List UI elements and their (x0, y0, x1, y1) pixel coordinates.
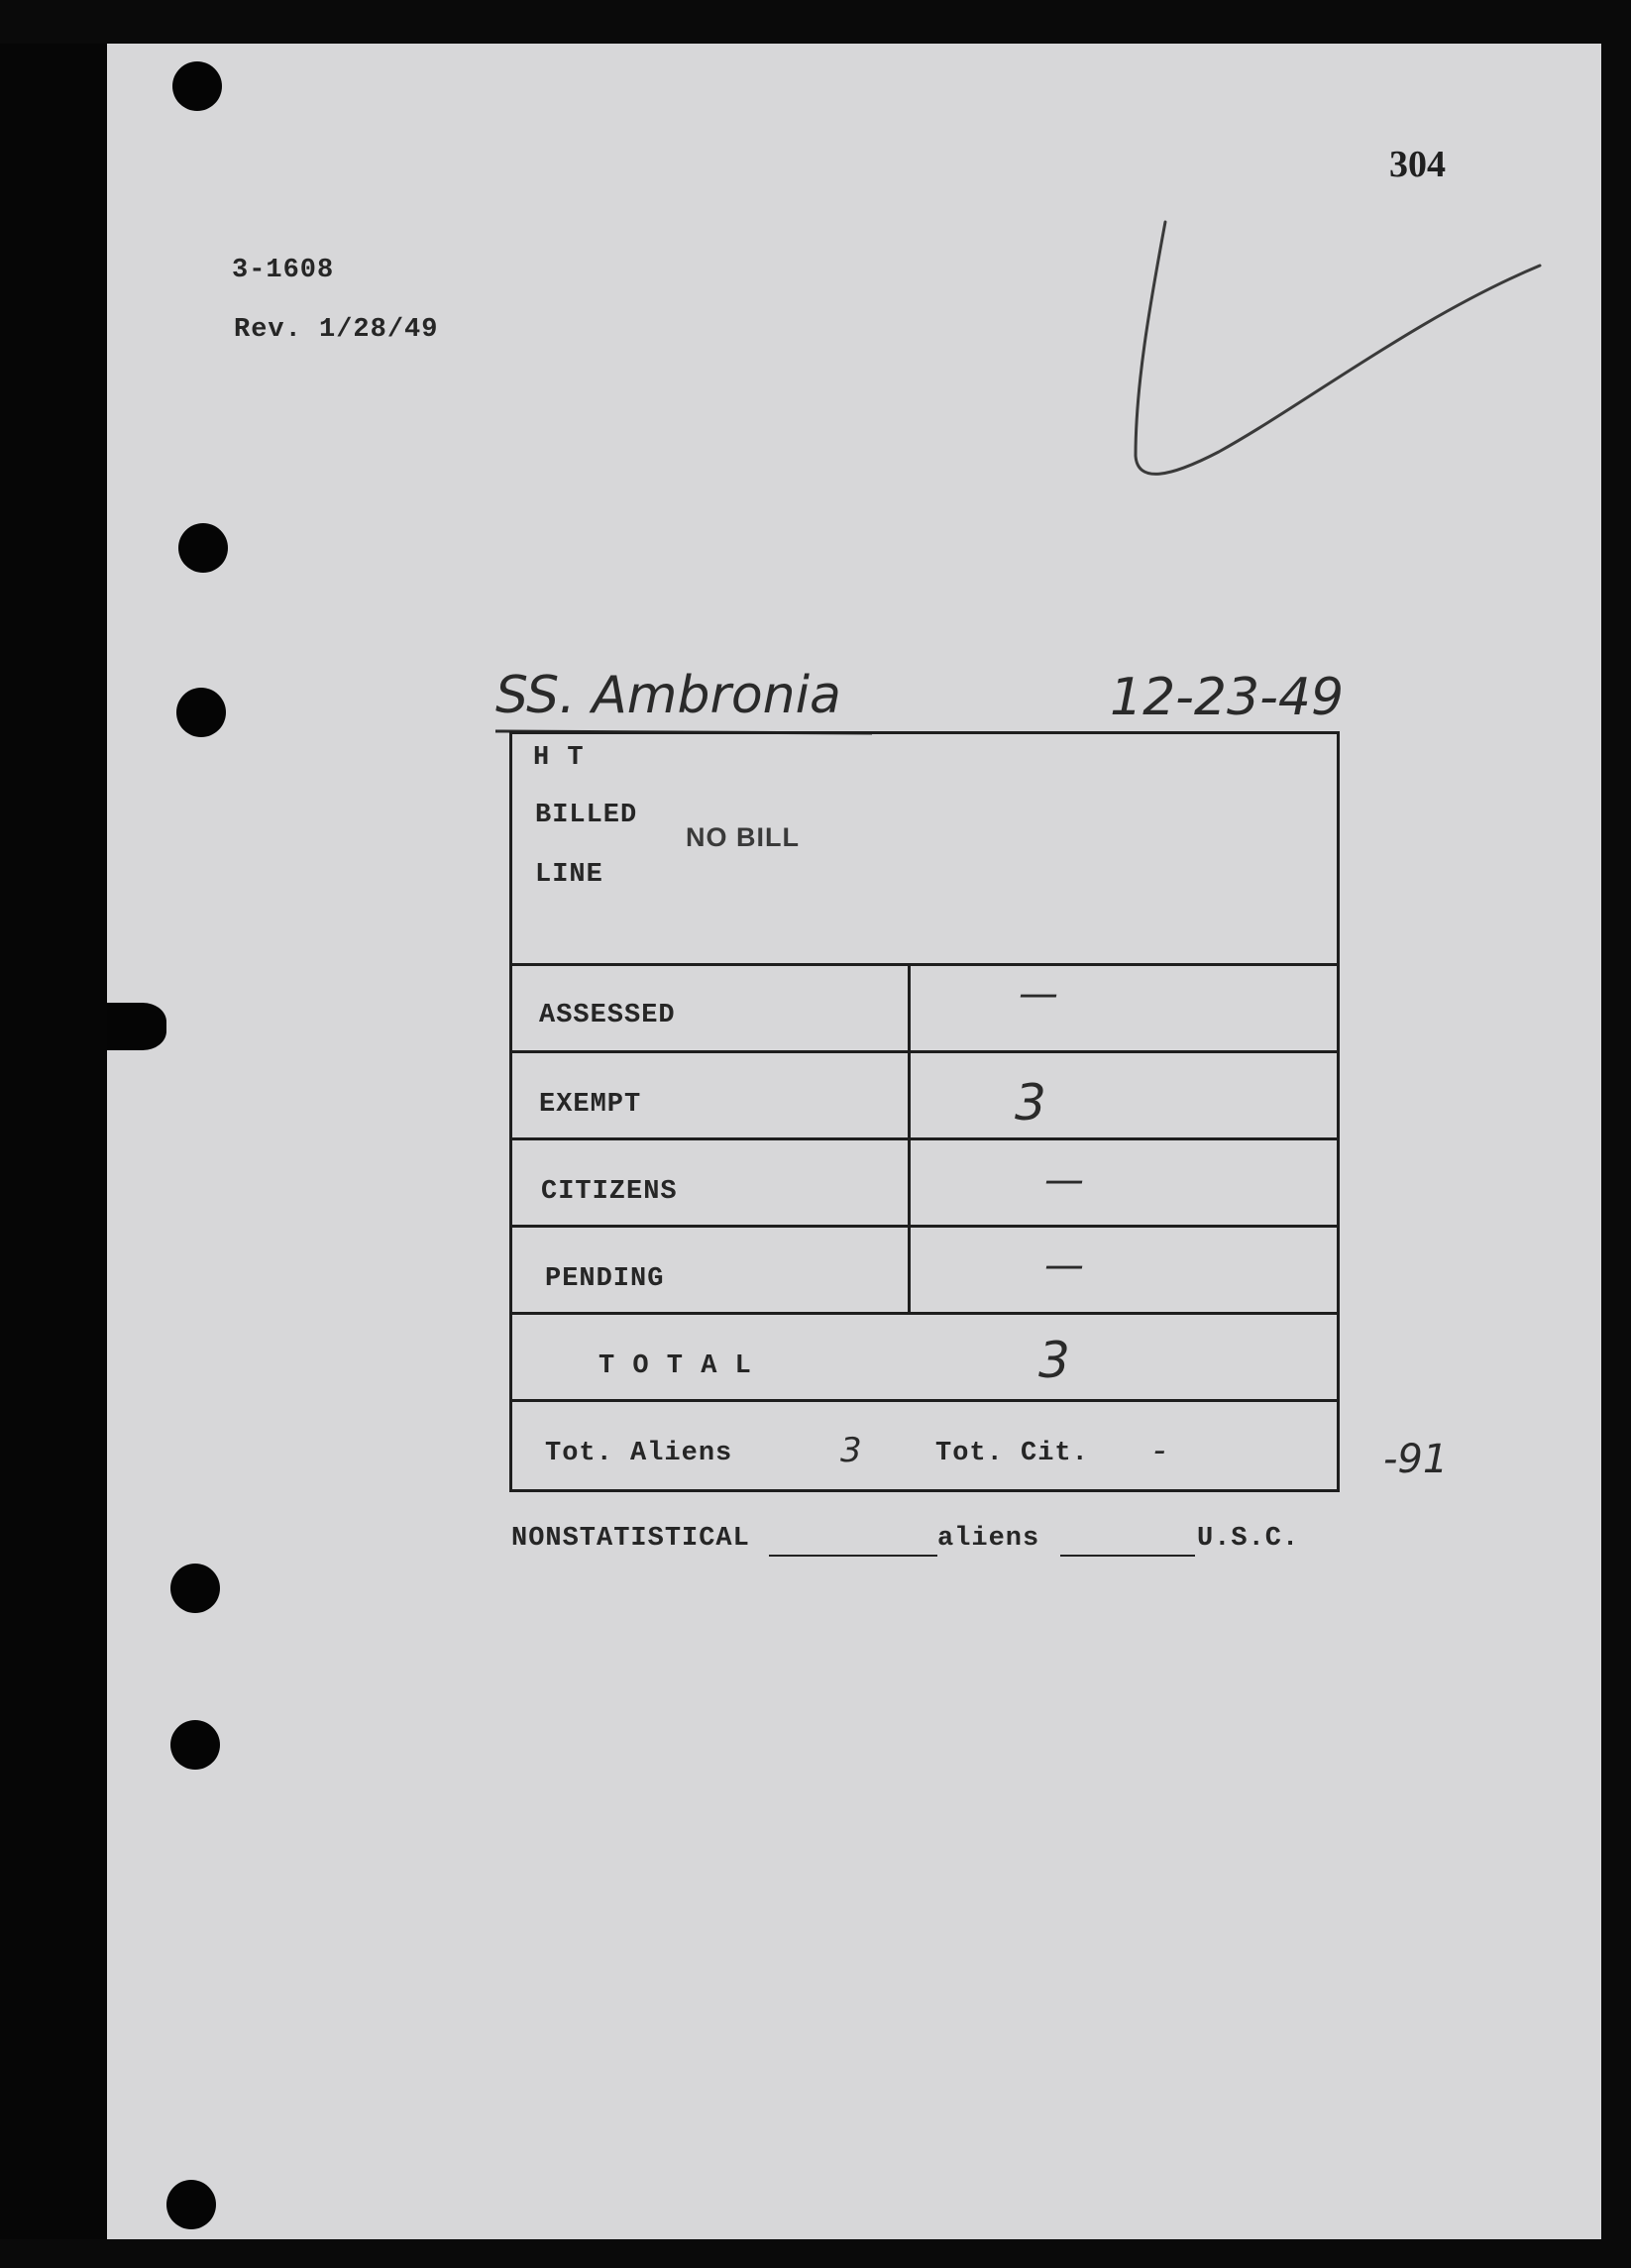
table-rule (509, 1137, 1340, 1140)
header-label-ht: H T (533, 743, 585, 773)
scan-border-left (0, 0, 109, 2268)
nonstatistical-label: NONSTATISTICAL (511, 1524, 750, 1554)
value-pending: — (1044, 1242, 1084, 1288)
punch-hole (176, 688, 226, 737)
punch-hole (170, 1564, 220, 1613)
total-aliens-label: Tot. Aliens (545, 1439, 733, 1468)
total-label: T O T A L (598, 1351, 752, 1381)
total-value: 3 (1038, 1332, 1070, 1389)
date-handwritten: 12-23-49 (1110, 668, 1345, 727)
table-column-divider (908, 963, 911, 1312)
table-rule (509, 1050, 1340, 1053)
no-bill-stamp: NO BILL (686, 822, 800, 852)
check-mark-icon (1130, 218, 1546, 495)
row-label-pending: PENDING (545, 1264, 665, 1294)
total-citizens-value: - (1153, 1431, 1166, 1470)
table-rule (509, 1225, 1340, 1228)
punch-hole (178, 523, 228, 573)
revision-date: Rev. 1/28/49 (234, 315, 439, 345)
value-citizens: — (1044, 1157, 1084, 1203)
table-rule (509, 1399, 1340, 1402)
punch-hole (170, 1720, 220, 1770)
scan-border-right (1601, 0, 1631, 2268)
usc-label: U.S.C. (1197, 1524, 1300, 1554)
punch-hole (172, 61, 222, 111)
header-label-line: LINE (535, 860, 603, 890)
total-aliens-value: 3 (840, 1431, 862, 1470)
torn-notch (107, 1003, 166, 1050)
form-number: 3-1608 (232, 256, 335, 285)
header-label-billed: BILLED (535, 801, 638, 830)
margin-note-handwritten: -91 (1383, 1437, 1449, 1482)
table-rule (509, 1312, 1340, 1315)
row-label-exempt: EXEMPT (539, 1090, 642, 1120)
total-citizens-label: Tot. Cit. (935, 1439, 1089, 1468)
aliens-label: aliens (937, 1524, 1040, 1554)
table-rule (509, 963, 1340, 966)
value-exempt: 3 (1015, 1074, 1046, 1132)
value-assessed: — (1019, 971, 1058, 1017)
scan-border-top (0, 0, 1631, 44)
nonstatistical-aliens-blank (769, 1554, 937, 1557)
page-number: 304 (1389, 144, 1446, 185)
punch-hole (166, 2180, 216, 2229)
scan-border-bottom (0, 2239, 1631, 2268)
row-label-assessed: ASSESSED (539, 1001, 676, 1030)
vessel-name-handwritten: SS. Ambronia (495, 666, 841, 725)
row-label-citizens: CITIZENS (541, 1177, 678, 1207)
usc-blank (1060, 1554, 1195, 1557)
